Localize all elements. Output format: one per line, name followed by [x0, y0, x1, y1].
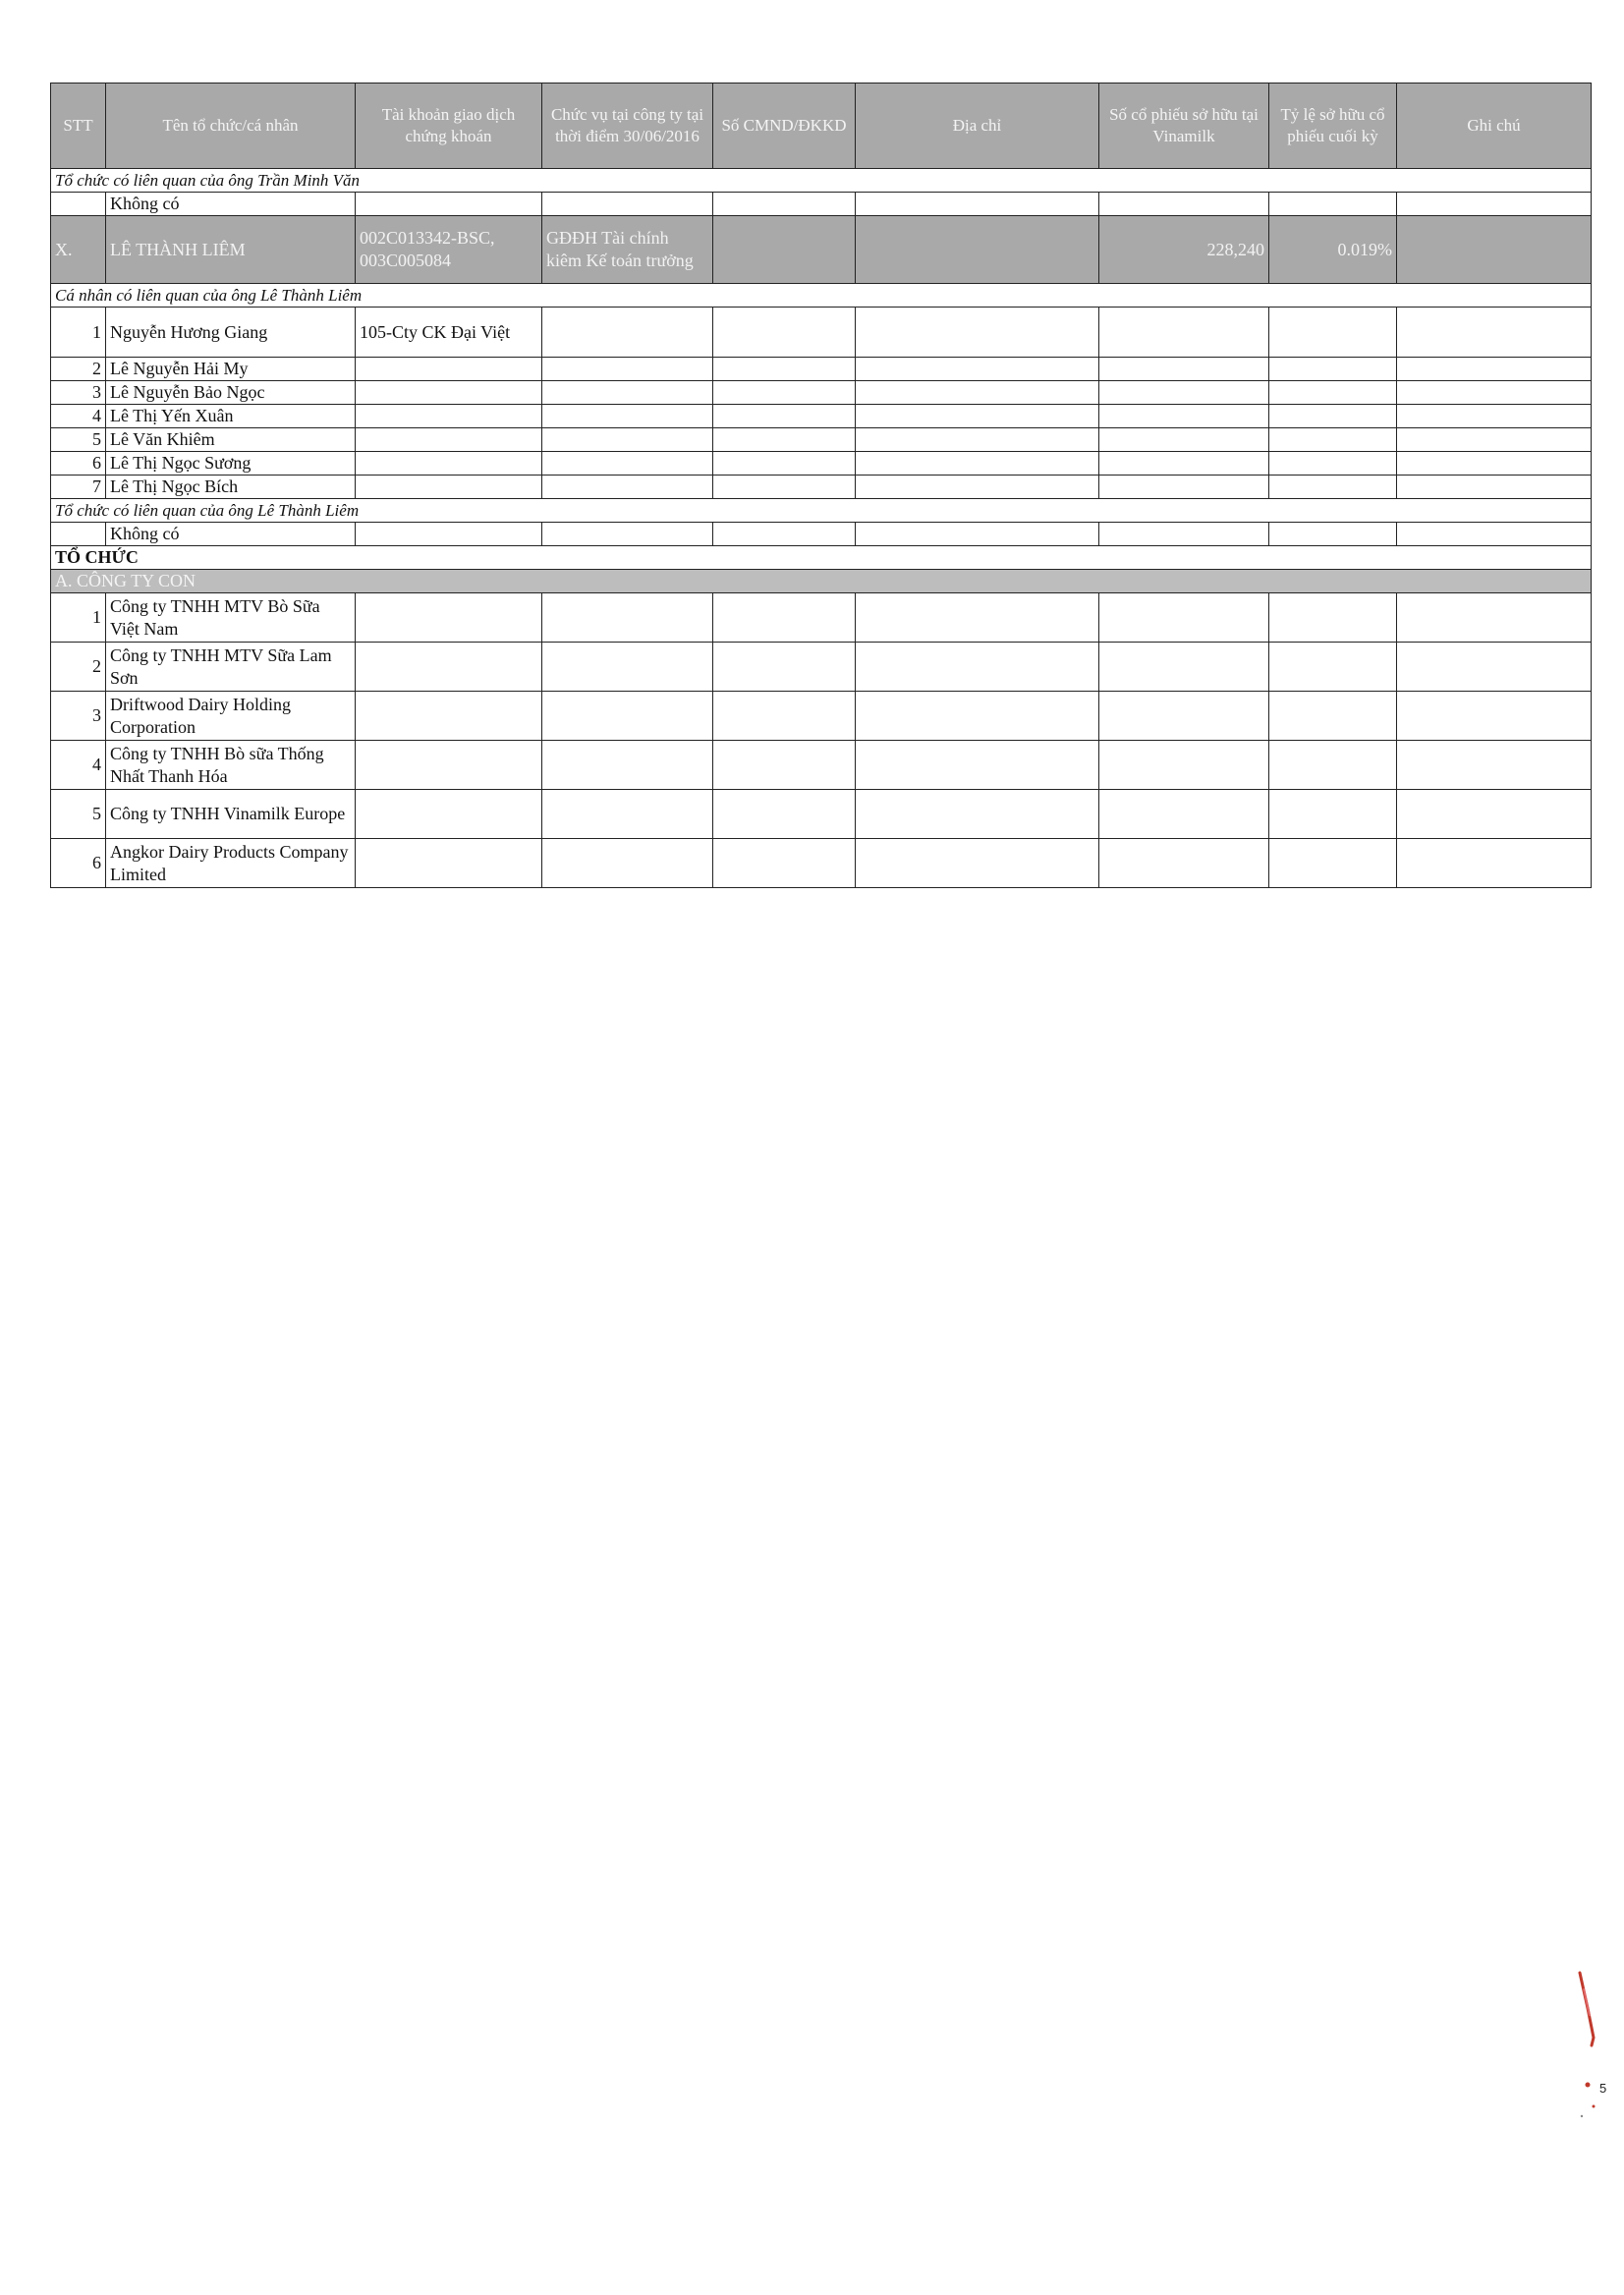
stt-cell: 5	[51, 428, 106, 452]
stt-cell: 4	[51, 405, 106, 428]
col-name: Tên tổ chức/cá nhân	[106, 84, 356, 169]
name-cell: Nguyễn Hương Giang	[106, 308, 356, 358]
name-cell: Lê Thị Ngọc Sương	[106, 452, 356, 476]
section-label: Cá nhân có liên quan của ông Lê Thành Liêm	[51, 284, 1592, 308]
position-cell: GĐĐH Tài chính kiêm Kế toán trưởng	[542, 216, 713, 284]
table-row	[51, 308, 1592, 358]
none-label: Không có	[106, 193, 356, 216]
stt-cell: 3	[51, 692, 106, 741]
stt-cell: 1	[51, 308, 106, 358]
subgroup-heading: A. CÔNG TY CON	[51, 570, 1592, 593]
company-name: Angkor Dairy Products Company Limited	[106, 839, 356, 888]
stt-cell: 6	[51, 839, 106, 888]
name-cell: Lê Thị Ngọc Bích	[106, 476, 356, 499]
section-row	[51, 499, 1592, 523]
shareholder-table	[50, 83, 1592, 888]
table-row	[51, 428, 1592, 452]
table-row	[51, 741, 1592, 790]
company-name: Công ty TNHH Vinamilk Europe	[106, 790, 356, 839]
col-account: Tài khoản giao dịch chứng khoán	[356, 84, 542, 169]
stt-cell: 7	[51, 476, 106, 499]
name-cell: Lê Thị Yến Xuân	[106, 405, 356, 428]
table-row	[51, 790, 1592, 839]
table-row	[51, 643, 1592, 692]
stt-cell: 6	[51, 452, 106, 476]
stt-cell: 5	[51, 790, 106, 839]
name-cell: Lê Nguyễn Bảo Ngọc	[106, 381, 356, 405]
table-row	[51, 593, 1592, 643]
name-cell: Lê Nguyễn Hải My	[106, 358, 356, 381]
shares-cell: 228,240	[1099, 216, 1269, 284]
col-shares: Số cổ phiếu sở hữu tại Vinamilk	[1099, 84, 1269, 169]
group-heading: TỔ CHỨC	[51, 546, 1592, 570]
header-row	[51, 84, 1592, 169]
stt-cell: 4	[51, 741, 106, 790]
stt-cell: X.	[51, 216, 106, 284]
company-name: Công ty TNHH MTV Sữa Lam Sơn	[106, 643, 356, 692]
none-label: Không có	[106, 523, 356, 546]
page-number: 5	[1599, 2081, 1607, 2096]
section-label: Tổ chức có liên quan của ông Lê Thành Liêm	[51, 499, 1592, 523]
col-stt: STT	[51, 84, 106, 169]
account-cell: 105-Cty CK Đại Việt	[356, 308, 542, 358]
company-name: Công ty TNHH Bò sữa Thống Nhất Thanh Hóa	[106, 741, 356, 790]
table-row	[51, 452, 1592, 476]
col-ratio: Tỷ lệ sở hữu cổ phiếu cuối kỳ	[1269, 84, 1397, 169]
person-row	[51, 216, 1592, 284]
group-heading-row	[51, 546, 1592, 570]
table-row	[51, 405, 1592, 428]
ratio-cell: 0.019%	[1269, 216, 1397, 284]
stt-cell: 2	[51, 643, 106, 692]
table-row	[51, 692, 1592, 741]
section-row	[51, 169, 1592, 193]
company-name: Driftwood Dairy Holding Corporation	[106, 692, 356, 741]
table-row	[51, 381, 1592, 405]
section-label: Tổ chức có liên quan của ông Trần Minh Văn	[51, 169, 1592, 193]
account-cell: 002C013342-BSC, 003C005084	[356, 216, 542, 284]
stt-cell: 3	[51, 381, 106, 405]
subgroup-heading-row	[51, 570, 1592, 593]
col-address: Địa chỉ	[856, 84, 1099, 169]
table-row	[51, 358, 1592, 381]
company-name: Công ty TNHH MTV Bò Sữa Việt Nam	[106, 593, 356, 643]
stt-cell: 2	[51, 358, 106, 381]
red-seal-mark	[1574, 1969, 1603, 2126]
stt-cell: 1	[51, 593, 106, 643]
table-row	[51, 476, 1592, 499]
section-row	[51, 284, 1592, 308]
col-position: Chức vụ tại công ty tại thời điểm 30/06/2016	[542, 84, 713, 169]
table-row	[51, 523, 1592, 546]
table-row	[51, 193, 1592, 216]
col-notes: Ghi chú	[1397, 84, 1592, 169]
col-id: Số CMND/ĐKKD	[713, 84, 856, 169]
table-row	[51, 839, 1592, 888]
name-cell: Lê Văn Khiêm	[106, 428, 356, 452]
person-name: LÊ THÀNH LIÊM	[106, 216, 356, 284]
